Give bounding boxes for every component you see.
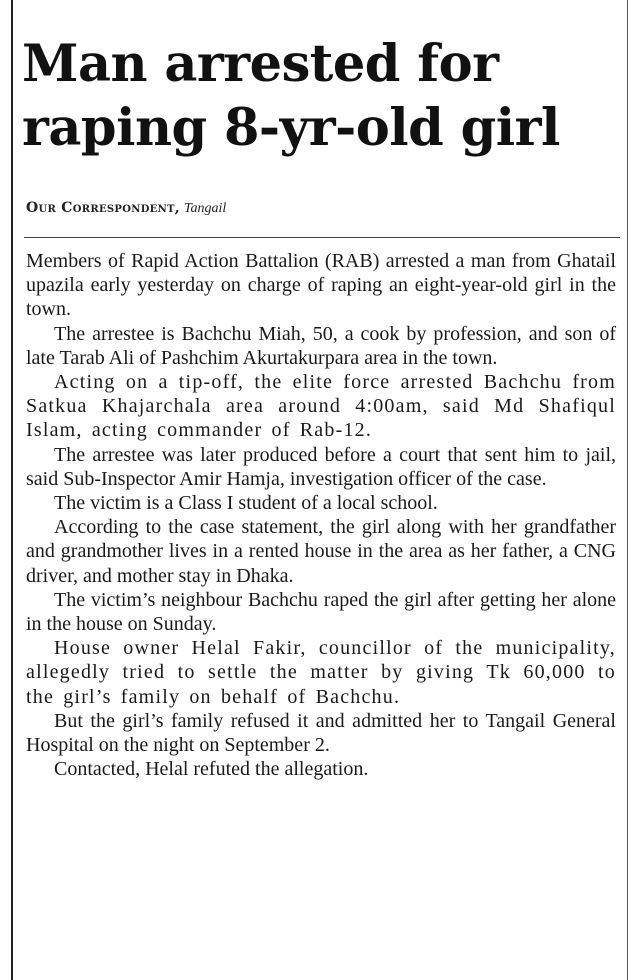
article-paragraph: The victim’s neighbour Bachchu raped the girl after getting her alone in the house on Sunday.: [26, 588, 616, 636]
article-headline: Man arrested for raping 8-yr-old girl: [22, 34, 560, 158]
left-column-rule: [11, 0, 13, 980]
article-paragraph: The arrestee is Bachchu Miah, 50, a cook by profession, and son of late Tarab Ali of Pashchim Akurtakurpara area in the town.: [26, 322, 616, 369]
article-paragraph: House owner Helal Fakir, councillor of the municipality, allegedly tried to settle the matter by giving Tk 60,000 to the girl’s family on behalf of Bachchu.: [26, 637, 616, 708]
article-paragraph: Acting on a tip-off, the elite force arrested Bachchu from Satkua Khajarchala area around 4:00am, said Md Shafiqul Islam, acting commander of Rab-12.: [26, 371, 616, 442]
byline-divider: [24, 237, 620, 238]
article-paragraph: But the girl’s family refused it and admitted her to Tangail General Hospital on the night on September 2.: [26, 709, 616, 757]
article-paragraph: Contacted, Helal refuted the allegation.: [54, 758, 369, 781]
byline-location: Tangail: [183, 201, 227, 216]
article-byline: [26, 200, 226, 217]
article-body: [26, 249, 616, 781]
byline-author: Our Correspondent,: [26, 200, 180, 216]
article-paragraph: The victim is a Class I student of a local school.: [54, 492, 438, 515]
article-paragraph: According to the case statement, the girl along with her grandfather and grandmother lives in a rented house in the area as her father, a CNG driver, and mother stay in Dhaka.: [26, 516, 616, 587]
article-paragraph: Members of Rapid Action Battalion (RAB) arrested a man from Ghatail upazila early yesterday on charge of raping an eight-year-old girl in the town.: [26, 250, 616, 321]
right-column-rule: [627, 0, 628, 980]
article-paragraph: The arrestee was later produced before a court that sent him to jail, said Sub-Inspector Amir Hamja, investigation officer of the case.: [26, 443, 616, 490]
